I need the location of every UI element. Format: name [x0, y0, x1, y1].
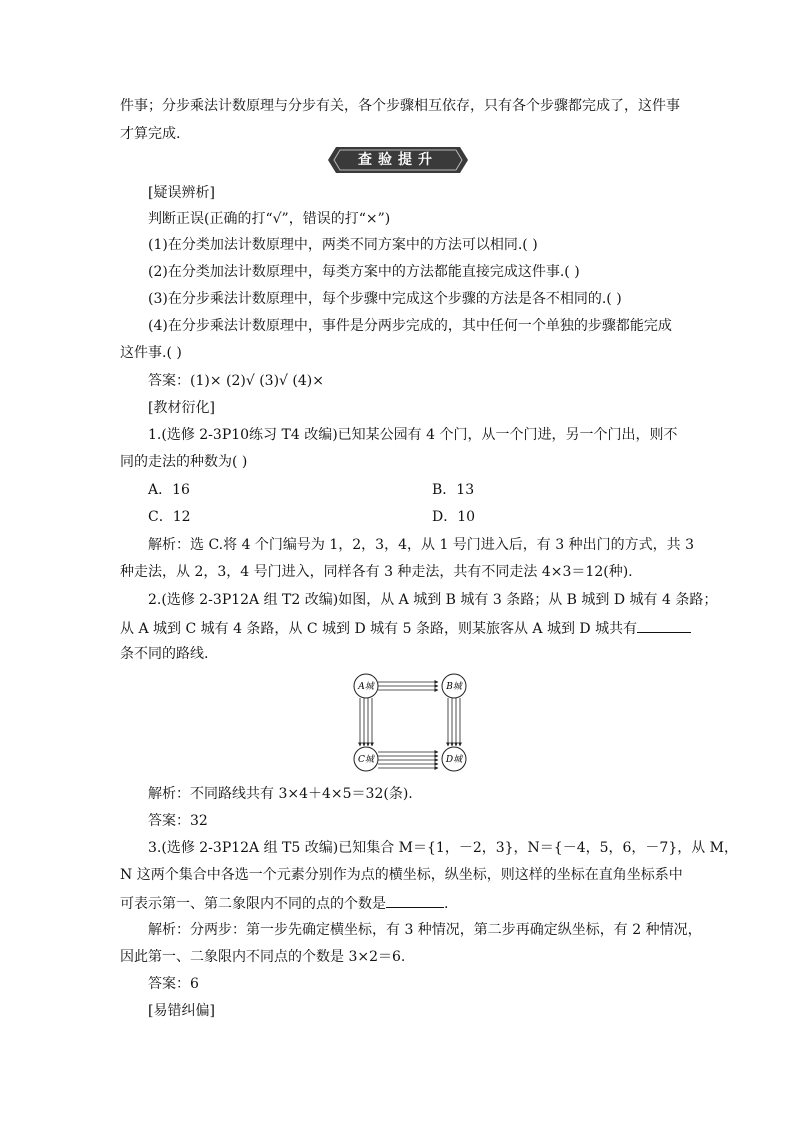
part1-item-1: (1)在分类加法计数原理中，两类不同方案中的方法可以相同.( ): [148, 237, 538, 253]
node-a-label: A城: [358, 682, 374, 692]
q1-line-1: 1.(选修 2-3P10练习 T4 改编)已知某公园有 4 个门，从一个门进，另一个门出，则不: [148, 427, 678, 443]
q2-line-1: 2.(选修 2-3P12A 组 T2 改编)如图，从 A 城到 B 城有 3 条路；从 B 城到 D 城有 4 条路；: [148, 592, 718, 608]
route-diagram: [350, 668, 470, 778]
q1-option-a: A．16: [148, 482, 190, 498]
q2-line-2-row: [120, 617, 691, 639]
q3-answer: 答案：6: [148, 976, 199, 992]
part1-item-4: (4)在分步乘法计数原理中，事件是分两步完成的，其中任何一个单独的步骤都能完成: [148, 318, 672, 334]
q1-solution-2: 种走法，从 2，3，4 号门进入，同样各有 3 种走法，共有不同走法 4×3＝12(种).: [120, 564, 633, 580]
q2-line-3: 条不同的路线.: [120, 646, 209, 662]
q1-option-d: D．10: [432, 509, 476, 525]
q3-line-3: 可表示第一、第二象限内不同的点的个数是: [120, 896, 386, 912]
part1-item-2: (2)在分类加法计数原理中，每类方案中的方法都能直接完成这件事.( ): [148, 264, 580, 280]
q1-option-c: C．12: [148, 509, 191, 525]
node-d-label: D城: [445, 755, 463, 765]
q3-solution-2: 因此第一、二象限内不同点的个数是 3×2＝6.: [120, 949, 406, 965]
intro-line-2: 才算完成.: [120, 126, 181, 142]
q2-line-2: 从 A 城到 C 城有 4 条路，从 C 城到 D 城有 5 条路，则某旅客从 A 城到 D 城共有: [120, 621, 638, 637]
section-title: 查验提升: [358, 152, 438, 168]
part1-heading: [疑误辨析]: [148, 185, 215, 201]
q3-line-1: 3.(选修 2-3P12A 组 T5 改编)已知集合 M＝{1，－2，3}，N＝{－4，5，6，－7}，从 M，: [148, 840, 739, 856]
part1-item-4-cont: 这件事.( ): [120, 345, 182, 361]
q2-answer-blank[interactable]: [637, 617, 691, 633]
q3-line-2: N 这两个集合中各选一个元素分别作为点的横坐标，纵坐标，则这样的坐标在直角坐标系中: [120, 867, 683, 883]
section-title-banner: [328, 147, 468, 173]
q3-answer-blank[interactable]: [386, 892, 444, 908]
part1-instruction: 判断正误(正确的打“√”，错误的打“×”): [148, 211, 391, 227]
q2-answer: 答案：32: [148, 813, 208, 829]
q2-solution: 解析：不同路线共有 3×4＋4×5＝32(条).: [148, 786, 413, 802]
q1-line-2: 同的走法的种数为( ): [120, 454, 248, 470]
part1-answer: 答案：(1)× (2)√ (3)√ (4)×: [148, 373, 324, 389]
node-c-label: C城: [358, 755, 374, 765]
q3-line-3-row: [120, 892, 448, 914]
part2-heading: [教材衍化]: [148, 400, 215, 416]
q3-solution-1: 解析：分两步：第一步先确定横坐标，有 3 种情况，第二步再确定纵坐标，有 2 种情况，: [148, 922, 702, 938]
q3-line-3-end: .: [444, 896, 449, 912]
part1-item-3: (3)在分步乘法计数原理中，每个步骤中完成这个步骤的方法是各不相同的.( ): [148, 291, 622, 307]
node-b-label: B城: [446, 682, 462, 692]
part3-heading: [易错纠偏]: [148, 1003, 215, 1019]
intro-line-1: 件事；分步乘法计数原理与分步有关，各个步骤相互依存，只有各个步骤都完成了，这件事: [120, 98, 680, 114]
q1-option-b: B．13: [432, 482, 475, 498]
q1-solution-1: 解析：选 C.将 4 个门编号为 1，2，3，4，从 1 号门进入后，有 3 种出门的方式，共 3: [148, 537, 694, 553]
